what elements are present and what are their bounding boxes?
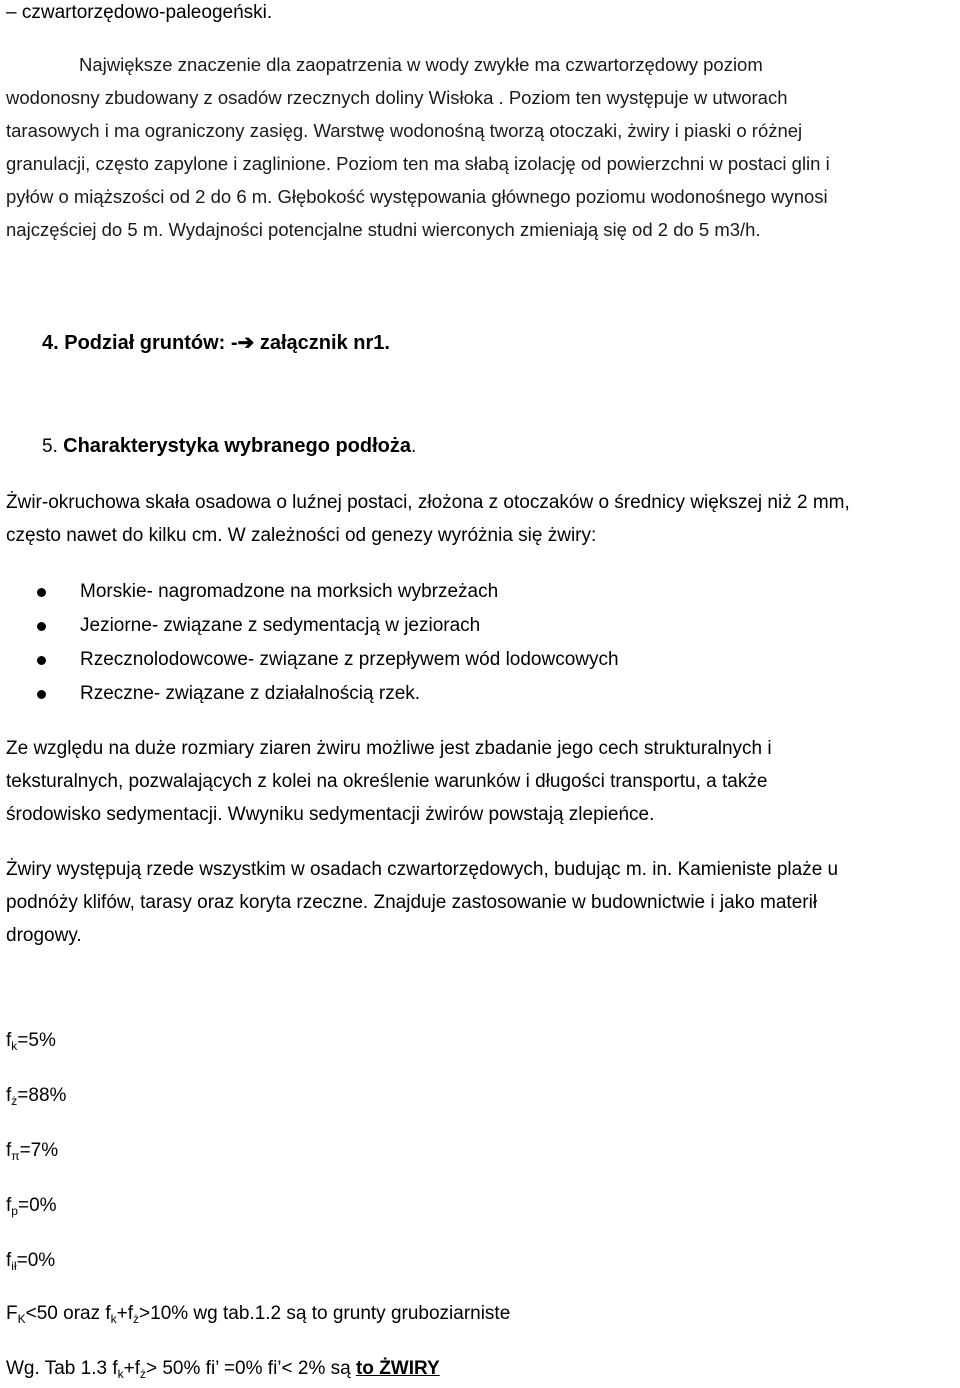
fraction-fil [6,1250,55,1273]
section-heading-5 [42,430,416,463]
text-line: tarasowych i ma ograniczony zasięg. Warstwę wodonośną tworzą otoczaki, żwiry i piaski o różnej [6,120,803,141]
fraction-value: =7% [19,1140,59,1161]
text-span: <50 oraz f [25,1303,111,1324]
heading-dot: . [411,436,417,457]
bullet-icon [37,622,46,631]
text-line: wodonosny zbudowany z osadów rzecznych doliny Wisłoka . Poziom ten występuje w utworach [6,87,788,108]
bullet-icon [37,588,46,597]
subscript: K [17,1312,26,1326]
fraction-value: =0% [17,1195,57,1216]
list-item [6,575,619,609]
paragraph-grain-size [6,732,772,831]
fraction-fz [6,1085,66,1108]
fraction-value: =0% [16,1250,56,1271]
list-item-text: Rzeczne- związane z działalnością rzek. [80,683,421,704]
condition-line [6,1303,510,1326]
heading-number: 5. [42,436,64,457]
fraction-subscript: ił [11,1259,17,1273]
fraction-symbol: f [6,1030,12,1051]
fraction-subscript: k [11,1039,18,1053]
fraction-symbol: f [6,1085,12,1106]
text-line: często nawet do kilku cm. W zależności od genezy wyróżnia się żwiry: [6,525,597,546]
list-item [6,643,619,677]
fraction-subscript: p [11,1204,18,1218]
text-line: – czwartorzędowo-paleogeński. [6,2,273,23]
text-span: +f [123,1358,140,1379]
emphasis-text: to ŻWIRY [355,1358,440,1379]
fraction-subscript: ż [11,1094,18,1108]
fraction-value: =88% [17,1085,67,1106]
section-heading-4 [42,327,390,360]
conclusion-line [6,1358,440,1381]
text-span: >10% wg tab.1.2 są to grunty gruboziarniste [139,1303,511,1324]
fraction-value: =5% [17,1030,56,1051]
subscript: k [110,1312,117,1326]
text-line: teksturalnych, pozwalających z kolei na określenie warunków i długości transportu, a także [6,771,768,792]
heading-title: Charakterystyka wybranego podłoża [63,435,412,457]
arrow-icon: ➔ [237,332,255,354]
fraction-fk [6,1030,56,1053]
list-item [6,609,619,643]
paragraph-occurrence [6,853,838,952]
text-span: Poziom ten ma słabą izolację od powierzchni w postaci glin i [336,153,830,174]
fraction-fp [6,1195,57,1218]
subscript: k [117,1367,124,1381]
paragraph-water-levels [6,48,830,246]
heading-text: 4. Podział gruntów: - [42,332,238,354]
list-item-text: Jeziorne- związane z sedymentacją w jeziorach [80,615,481,636]
text-line [6,147,830,180]
text-line: Żwir-okruchowa skała osadowa o luźnej postaci, złożona z otoczaków o średnicy większej niż 2 mm, [6,492,850,513]
text-span: granulacji, często zapylone i zaglinione. [6,153,331,174]
text-span: > 50% fi’ =0% fi’< 2% są [145,1358,356,1379]
text-line: najczęściej do 5 m. Wydajności potencjalne studni wierconych zmieniają się od 2 do 5 m3/h. [6,219,761,240]
text-span: Wg. Tab 1.3 f [6,1358,118,1379]
text-span: F [6,1303,18,1324]
text-line: Żwiry występują rzede wszystkim w osadach czwartorzędowych, budując m. in. Kamieniste plaże u [6,859,839,880]
list-item-text: Morskie- nagromadzone na morksich wybrzeżach [80,581,499,602]
bullet-icon [37,690,46,699]
fraction-symbol: f [6,1140,12,1161]
paragraph-gravel-definition [6,486,850,552]
text-span: +f [116,1303,134,1324]
list-item-text: Rzecznolodowcowe- związane z przepływem wód lodowcowych [80,649,619,670]
text-line: pyłów o miąższości od 2 do 6 m. Głębokość występowania głównego poziomu wodonośnego wynosi [6,186,828,207]
heading-text: załącznik nr1. [254,332,390,354]
subscript: ż [133,1312,140,1326]
fraction-symbol: f [6,1195,12,1216]
text-line: środowisko sedymentacji. Wwyniku sedymentacji żwirów powstają zlepieńce. [6,804,655,825]
text-line: Największe znaczenie dla zaopatrzenia w wody zwykłe ma czwartorzędowy poziom [79,54,763,75]
list-item [6,677,619,711]
gravel-types-list [6,575,619,711]
text-line: drogowy. [6,925,82,946]
fraction-subscript: π [11,1149,20,1163]
text-line: Ze względu na duże rozmiary ziaren żwiru możliwe jest zbadanie jego cech strukturalnych i [6,738,772,759]
text-line: podnóży klifów, tarasy oraz koryta rzeczne. Znajduje zastosowanie w budownictwie i jako materił [6,892,818,913]
subscript: ż [139,1367,146,1381]
fraction-fpi [6,1140,58,1163]
fraction-symbol: f [6,1250,12,1271]
bullet-icon [37,656,46,665]
